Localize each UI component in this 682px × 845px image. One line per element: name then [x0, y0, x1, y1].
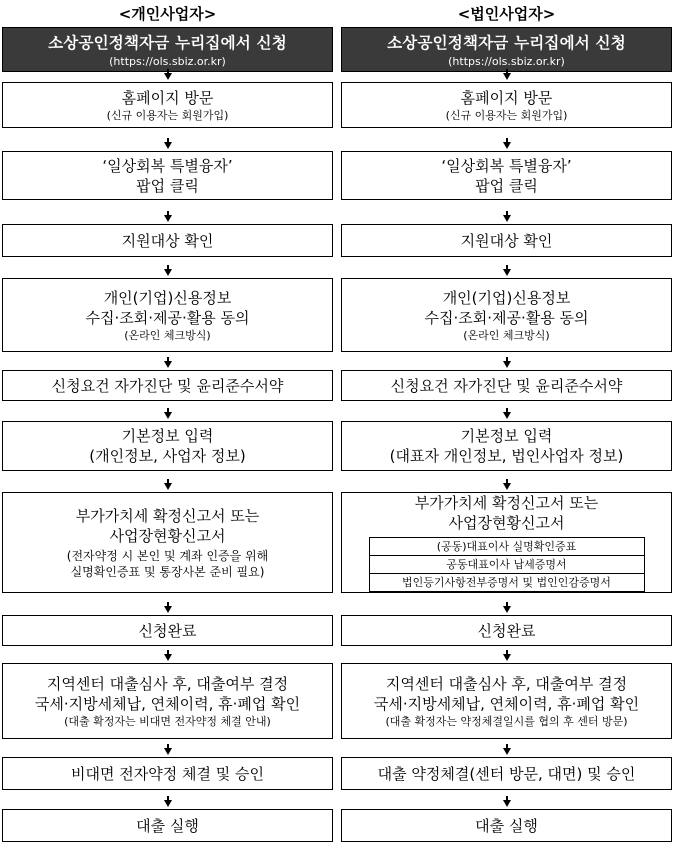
- step-text: 개인(기업)신용정보: [103, 288, 232, 307]
- down-arrow-icon: [164, 142, 172, 149]
- required-document: 법인등기사항전부증명서 및 법인인감증명서: [402, 576, 611, 589]
- down-arrow-icon: [503, 654, 511, 661]
- step-note: (대출 확정자는 비대면 전자약정 체결 안내): [64, 714, 271, 728]
- individual-step-3: [2, 151, 333, 200]
- corporate-step-11: [341, 757, 672, 790]
- individual-step-11: [2, 757, 333, 790]
- down-arrow-icon: [503, 748, 511, 755]
- down-arrow-icon: [503, 361, 511, 368]
- down-arrow-icon: [164, 748, 172, 755]
- step-text: 신청요건 자가진단 및 윤리준수서약: [390, 376, 623, 395]
- corporate-step-2: [341, 82, 672, 128]
- down-arrow-icon: [164, 606, 172, 613]
- step-note: (https://ols.sbiz.or.kr): [109, 55, 226, 68]
- step-text: 기본정보 입력: [121, 427, 214, 445]
- step-text: 지원대상 확인: [460, 231, 553, 250]
- required-document: 공동대표이사 납세증명서: [370, 556, 644, 574]
- step-text: 수집·조회·제공·활용 동의: [85, 308, 250, 327]
- down-arrow-icon: [503, 73, 511, 80]
- corporate-step-1: [341, 27, 672, 72]
- down-arrow-icon: [503, 142, 511, 149]
- step-text: 대출 실행: [136, 816, 199, 835]
- down-arrow-icon: [164, 73, 172, 80]
- down-arrow-icon: [164, 800, 172, 807]
- step-text: (대표자 개인정보, 법인사업자 정보): [389, 447, 624, 465]
- corporate-step-10: [341, 663, 672, 739]
- corporate-step-3: [341, 151, 672, 200]
- step-text: 비대면 전자약정 체결 및 승인: [71, 764, 264, 783]
- step-text: 신청완료: [477, 621, 536, 640]
- down-arrow-icon: [164, 412, 172, 419]
- step-text: 부가가치세 확정신고서 또는: [75, 506, 260, 525]
- step-text: 기본정보 입력: [460, 427, 553, 445]
- corporate-step-5: [341, 278, 672, 352]
- step-text: 국세·지방세체납, 연체이력, 휴·폐업 확인: [34, 694, 301, 713]
- down-arrow-icon: [503, 483, 511, 490]
- required-document: (공동)대표이사 실명확인증표: [370, 538, 644, 556]
- down-arrow-icon: [503, 215, 511, 222]
- down-arrow-icon: [503, 606, 511, 613]
- individual-step-8: [2, 492, 333, 593]
- step-text: 지역센터 대출심사 후, 대출여부 결정: [46, 674, 289, 693]
- step-note: (신규 이용자는 회원가입): [445, 108, 568, 122]
- corporate-step-6: [341, 370, 672, 401]
- individual-step-10: [2, 663, 333, 739]
- individual-column-title: <개인사업자>: [118, 5, 217, 23]
- down-arrow-icon: [164, 269, 172, 276]
- down-arrow-icon: [164, 654, 172, 661]
- individual-step-6: [2, 370, 333, 401]
- required-documents-list: [369, 537, 645, 592]
- step-text: 홈페이지 방문: [121, 88, 214, 107]
- down-arrow-icon: [503, 800, 511, 807]
- corporate-step-9: [341, 615, 672, 646]
- step-note: 실명확인증표 및 통장사본 준비 필요): [70, 564, 265, 579]
- step-text: 신청요건 자가진단 및 윤리준수서약: [51, 376, 284, 395]
- step-text: 국세·지방세체납, 연체이력, 휴·폐업 확인: [373, 694, 640, 713]
- corporate-step-4: [341, 224, 672, 257]
- step-note-block: [67, 548, 268, 580]
- step-text: 개인(기업)신용정보: [442, 288, 571, 307]
- step-text: (개인정보, 사업자 정보): [89, 447, 246, 465]
- step-note: (신규 이용자는 회원가입): [106, 108, 229, 122]
- individual-step-9: [2, 615, 333, 646]
- step-note: (https://ols.sbiz.or.kr): [448, 55, 565, 68]
- individual-step-2: [2, 82, 333, 128]
- step-text: 팝업 클릭: [136, 176, 199, 195]
- individual-step-1: [2, 27, 333, 72]
- step-text: 신청완료: [138, 621, 197, 640]
- corporate-step-7: [341, 421, 672, 471]
- step-text: 대출 약정체결(센터 방문, 대면) 및 승인: [377, 764, 636, 783]
- down-arrow-icon: [164, 215, 172, 222]
- step-text: ‘일상회복 특별융자’: [102, 156, 233, 175]
- down-arrow-icon: [503, 269, 511, 276]
- individual-step-4: [2, 224, 333, 257]
- corporate-step-12: [341, 809, 672, 842]
- step-note: (온라인 체크방식): [463, 328, 550, 342]
- step-text: 지역센터 대출심사 후, 대출여부 결정: [385, 674, 628, 693]
- step-text: 부가가치세 확정신고서 또는: [414, 494, 599, 512]
- step-text: ‘일상회복 특별융자’: [441, 156, 572, 175]
- down-arrow-icon: [164, 483, 172, 490]
- step-text: 수집·조회·제공·활용 동의: [424, 308, 589, 327]
- step-text: 대출 실행: [475, 816, 538, 835]
- step-note: (대출 확정자는 약정체결일시를 협의 후 센터 방문): [385, 714, 628, 728]
- step-text: 소상공인정책자금 누리집에서 신청: [48, 34, 287, 52]
- step-note: (전자약정 시 본인 및 계좌 인증을 위해: [66, 548, 269, 563]
- corporate-column-title: <법인사업자>: [457, 5, 556, 23]
- step-text: 사업장현황신고서: [448, 514, 565, 532]
- step-text: 홈페이지 방문: [460, 88, 553, 107]
- down-arrow-icon: [164, 361, 172, 368]
- corporate-step-8: [341, 492, 672, 593]
- step-text: 지원대상 확인: [121, 231, 214, 250]
- individual-step-12: [2, 809, 333, 842]
- step-note: (온라인 체크방식): [124, 328, 211, 342]
- step-text: 소상공인정책자금 누리집에서 신청: [387, 34, 626, 52]
- step-text: 사업장현황신고서: [109, 526, 226, 545]
- individual-step-5: [2, 278, 333, 352]
- step-text: 팝업 클릭: [475, 176, 538, 195]
- individual-step-7: [2, 421, 333, 471]
- down-arrow-icon: [503, 412, 511, 419]
